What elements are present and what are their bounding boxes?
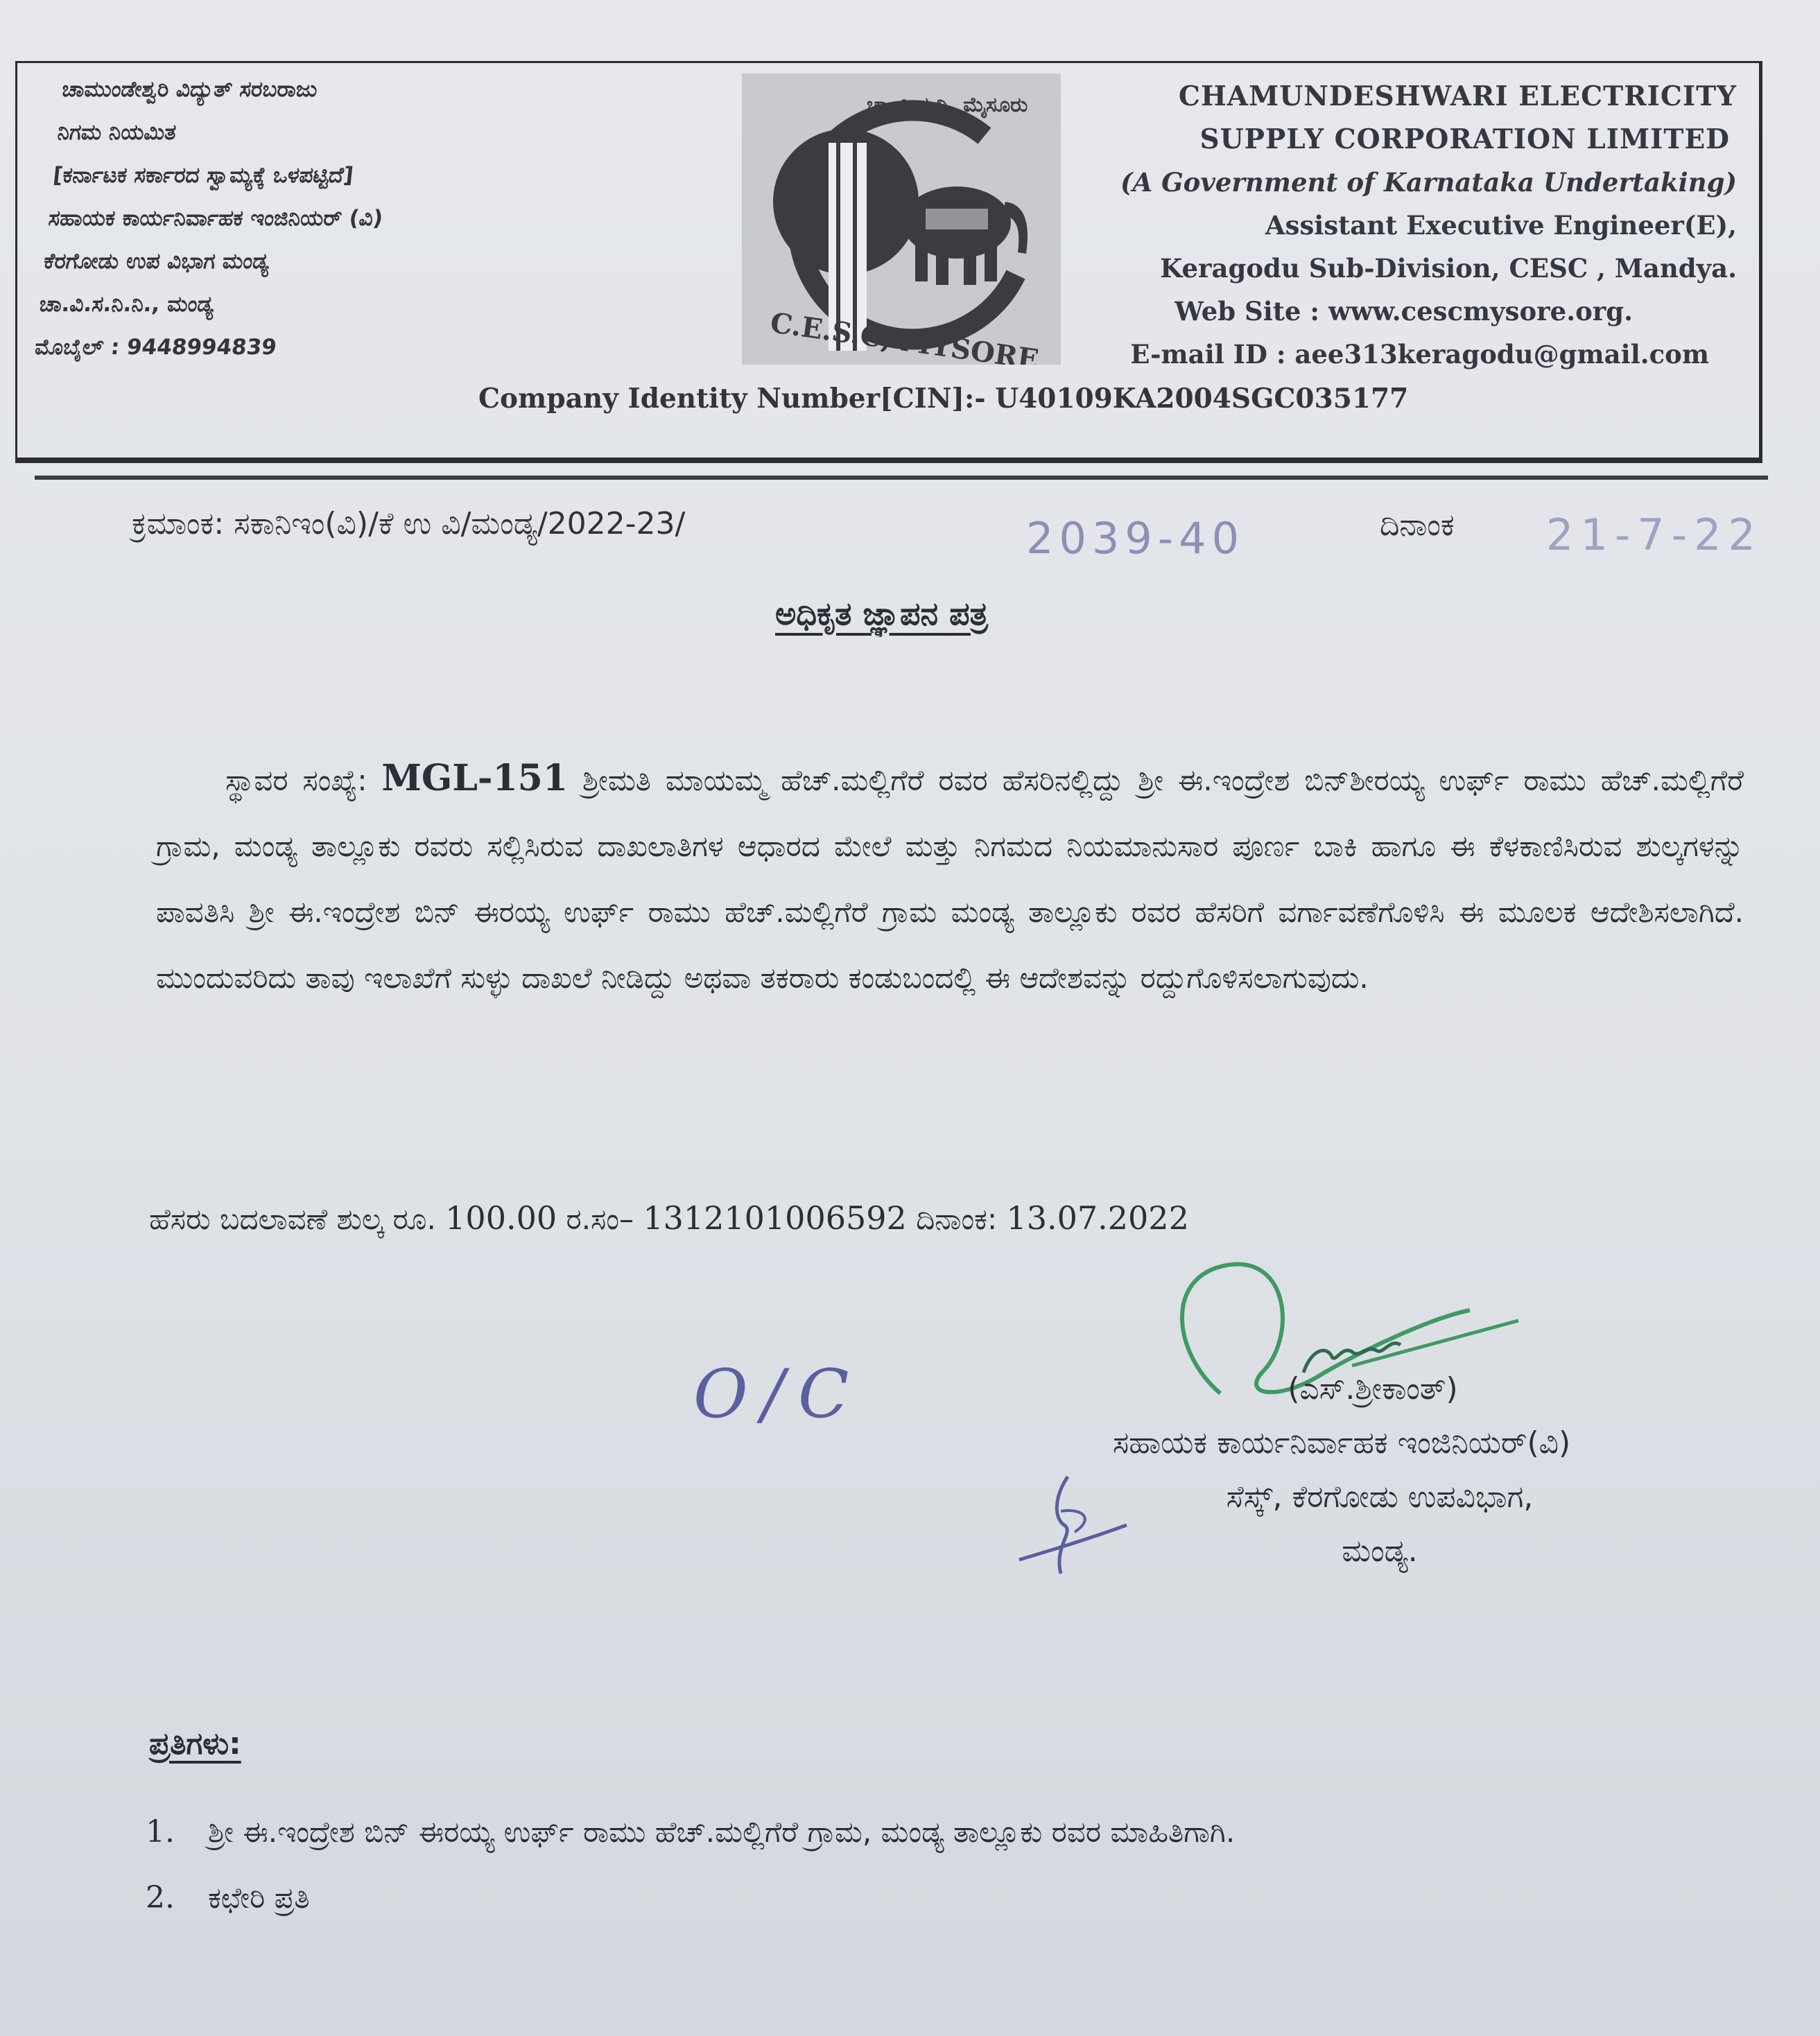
receipt-number: 1312101006592 bbox=[643, 1199, 907, 1237]
kn-line: ಕೆರಗೋಡು ಉಪ ವಿಭಾಗ ಮಂಡ್ಯ bbox=[42, 249, 271, 274]
fee-amount: 100.00 bbox=[445, 1199, 557, 1237]
signatory-name: (ಎಸ್.ಶ್ರೀಕಾಂತ್) bbox=[1288, 1371, 1458, 1407]
website: Web Site : www.cescmysore.org. bbox=[1175, 296, 1633, 327]
list-item bbox=[146, 1865, 1602, 1931]
kn-line: ಚಾಮುಂಡೇಶ್ವರಿ ವಿದ್ಯುತ್ ಸರಬರಾಜು bbox=[60, 77, 319, 102]
reference-number-label: ಕ್ರಮಾಂಕ: ಸಕಾನಿಇಂ(ವಿ)/ಕೆ ಉ ವಿ/ಮಂಡ್ಯ/2022-23/ bbox=[132, 506, 686, 541]
letterhead-kannada bbox=[33, 68, 536, 369]
logo-top-text: ಚಾ.ವಿ.ಸ.ನಿ. ಮೈಸೂರು bbox=[867, 93, 1028, 117]
office-designation: Assistant Executive Engineer(E), bbox=[1265, 210, 1737, 241]
list-item bbox=[146, 1799, 1602, 1865]
document-title: ಅಧಿಕೃತ ಜ್ಞಾಪನ ಪತ್ರ bbox=[775, 595, 988, 632]
email: E-mail ID : aee313keragodu@gmail.com bbox=[1130, 339, 1709, 369]
fee-label: ಹೆಸರು ಬದಲಾವಣೆ ಶುಲ್ಕ ರೂ. bbox=[149, 1202, 446, 1236]
signatory-designation: ಸಹಾಯಕ ಕಾರ್ಯನಿರ್ವಾಹಕ ಇಂಜಿನಿಯರ್(ವಿ) bbox=[1112, 1425, 1571, 1461]
company-name-line-2: SUPPLY CORPORATION LIMITED bbox=[1199, 123, 1730, 155]
fee-line bbox=[149, 1199, 1189, 1237]
copies-list bbox=[146, 1799, 1602, 1931]
letterhead-english bbox=[1009, 75, 1737, 376]
list-item-text: ಕಛೇರಿ ಪ್ರತಿ bbox=[208, 1881, 310, 1915]
receipt-label: ರ.ಸಂ– bbox=[557, 1202, 643, 1236]
handwritten-date: 21-7-22 bbox=[1546, 510, 1762, 560]
kn-line: ಚಾ.ವಿ.ಸ.ನಿ.ನಿ., ಮಂಡ್ಯ bbox=[38, 292, 216, 317]
logo-bottom-text: C.E.S.C, MYSORE bbox=[768, 306, 1041, 365]
fee-date: 13.07.2022 bbox=[1006, 1199, 1189, 1237]
kn-line: [ಕರ್ನಾಟಕ ಸರ್ಕಾರದ ಸ್ವಾಮ್ಯಕ್ಕೆ ಒಳಪಟ್ಟಿದೆ] bbox=[51, 163, 355, 188]
list-item-text: ಶ್ರೀ ಈ.ಇಂದ್ರೇಶ ಬಿನ್ ಈರಯ್ಯ ಉರ್ಫ್ ರಾಮು ಹೆಚ್.ಮಲ್ಲಿಗೆರೆ ಗ್ರಾಮ, ಮಂಡ್ಯ ತಾಲ್ಲೂಕು ರವರ ಮಾಹಿತಿಗಾಗಿ. bbox=[208, 1815, 1236, 1849]
company-name-line-1: CHAMUNDESHWARI ELECTRICITY bbox=[1178, 80, 1737, 112]
header-divider bbox=[35, 476, 1768, 480]
copies-heading: ಪ್ರತಿಗಳು: bbox=[149, 1726, 241, 1761]
signatory-city: ಮಂಡ್ಯ. bbox=[1342, 1533, 1418, 1569]
office-location: Keragodu Sub-Division, CESC , Mandya. bbox=[1160, 253, 1737, 284]
list-item-number: 2. bbox=[146, 1880, 175, 1915]
kn-line: ಸಹಾಯಕ ಕಾರ್ಯನಿರ್ವಾಹಕ ಇಂಜಿನಿಯರ್ (ವಿ) bbox=[47, 206, 384, 231]
body-prefix: ಸ್ಥಾವರ ಸಂಖ್ಯೆ: bbox=[225, 763, 382, 797]
government-undertaking: (A Government of Karnataka Undertaking) bbox=[1120, 167, 1737, 198]
handwritten-reference-no: 2039-40 bbox=[1026, 513, 1245, 564]
installation-number: MGL-151 bbox=[381, 757, 569, 799]
signatory-office: ಸೆಸ್ಕ್, ಕೆರಗೋಡು ಉಪವಿಭಾಗ, bbox=[1226, 1479, 1534, 1515]
order-body bbox=[156, 745, 1744, 1011]
cin-number: Company Identity Number[CIN]:- U40109KA2004SGC035177 bbox=[478, 383, 1409, 415]
kn-line: ನಿಗಮ ನಿಯಮಿತ bbox=[56, 120, 177, 145]
date-label: ದಿನಾಂಕ bbox=[1380, 507, 1455, 543]
oc-handwritten-note: O/C bbox=[693, 1355, 863, 1433]
list-item-number: 1. bbox=[146, 1814, 175, 1850]
fee-date-label: ದಿನಾಂಕ: bbox=[906, 1202, 1007, 1236]
body-text: ಶ್ರೀಮತಿ ಮಾಯಮ್ಮ ಹೆಚ್.ಮಲ್ಲಿಗೆರೆ ರವರ ಹೆಸರಿನಲ್ಲಿದ್ದು ಶ್ರೀ ಈ.ಇಂದ್ರೇಶ ಬಿನ್‌ಶೀರಯ್ಯ ಉರ್ಫ್ ರಾಮು ಹೆಚ್.ಮಲ್ಲಿಗೆರೆ ಗ್ರಾಮ, ಮಂಡ್ಯ ತಾಲ್ಲೂಕು ರವರು ಸಲ್ಲಿಸಿರುವ ದಾಖಲಾತಿಗಳ ಆಧಾರದ ಮೇಲೆ ಮತ್ತು ನಿಗಮದ ನಿಯಮಾನುಸಾರ ಪೂರ್ಣ ಬಾಕಿ ಹಾಗೂ ಈ ಕೆಳಕಾಣಿಸಿರುವ ಶುಲ್ಕಗಳನ್ನು ಪಾವತಿಸಿ ಶ್ರೀ ಈ.ಇಂದ್ರೇಶ ಬಿನ್ ಈರಯ್ಯ ಉರ್ಫ್ ರಾಮು ಹೆಚ್.ಮಲ್ಲಿಗೆರೆ ಗ್ರಾಮ ಮಂಡ್ಯ ತಾಲ್ಲೂಕು ರವರ ಹೆಸರಿಗೆ ವರ್ಗಾವಣೆಗೊಳಿಸಿ ಈ ಮೂಲಕ ಆದೇಶಿಸಲಾಗಿದೆ. ಮುಂದುವರಿದು ತಾವು ಇಲಾಖೆಗೆ ಸುಳ್ಳು ದಾಖಲೆ ನೀಡಿದ್ದು ಅಥವಾ ತಕರಾರು ಕಂಡುಬಂದಲ್ಲಿ ಈ ಆದೇಶವನ್ನು ರದ್ದುಗೊಳಿಸಲಾಗುವುದು. bbox=[156, 763, 1744, 995]
initial-mark-icon bbox=[1012, 1470, 1130, 1581]
kn-line: ಮೊಬೈಲ್ : 9448994839 bbox=[33, 335, 278, 360]
